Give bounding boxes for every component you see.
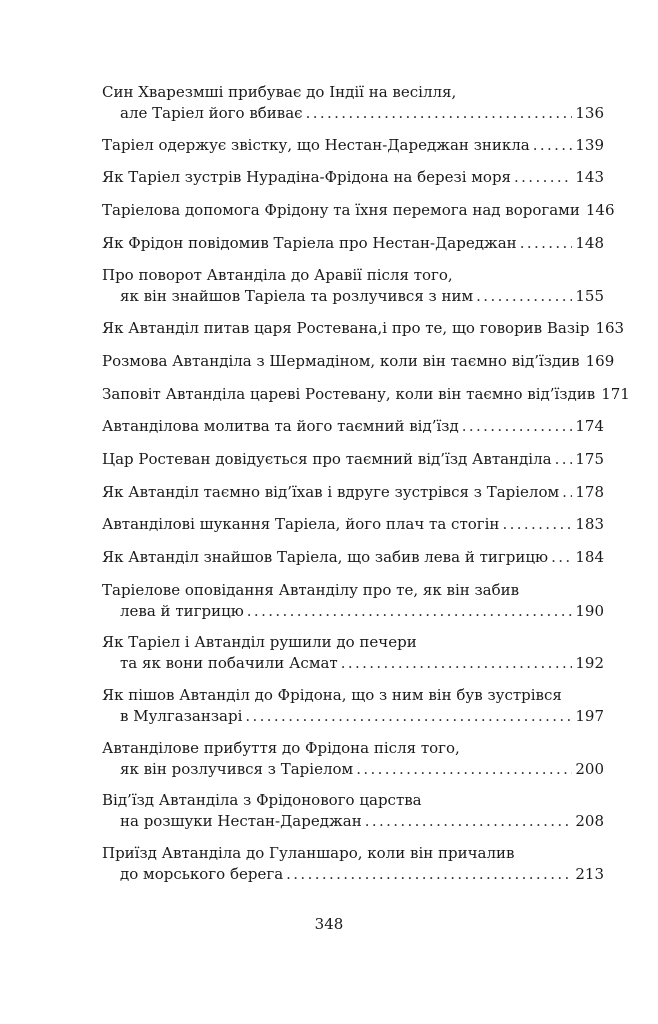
toc-entry [102,632,604,674]
dot-leader [286,864,572,885]
toc-entry-page: 155 [575,287,604,306]
toc-entry-page: 183 [575,515,604,534]
toc-entry [102,547,604,568]
toc-entry [102,449,604,470]
toc-entry-last-line [102,482,604,503]
toc-entry-page: 184 [575,547,604,566]
toc-entry-page: 163 [595,319,625,338]
dot-leader [341,653,573,674]
dot-leader [247,601,573,622]
toc-entry-page: 190 [575,601,604,620]
toc-entry-last-line [102,200,615,221]
toc-entry-title-line: лева й тигрицю [120,601,244,620]
toc-entry [102,351,615,372]
toc-entry-title-line: Як Таріел зустрів Нурадіна-Фрідона на березі моря [102,168,512,187]
page-number: 348 [314,915,344,933]
toc-entry-last-line [102,167,604,188]
toc-entry [102,135,604,156]
toc-entry-title-line: Таріелова допомога Фрідону та їхня перемога над ворогами [102,201,580,220]
toc-entry-page: 192 [575,654,604,673]
toc-entry [102,318,625,339]
toc-entry-title-line: Як Автанділ питав царя Ростевана,і про те, що говорив Вазір [102,319,590,338]
toc-entry-title-line: в Мулгазанзарі [120,707,243,725]
toc-entry-title-line: Син Хварезмші прибуває до Індії на весілля, [102,83,457,101]
toc-entry-title-line: Автанділове прибуття до Фрідона після того, [102,738,460,757]
dot-leader [356,759,572,780]
toc-entry-title-line: Від’їзд Автанділа з Фрідонового царства [102,791,422,810]
dot-leader [245,706,572,727]
toc-entry-page: 174 [575,417,604,436]
dot-leader [562,482,572,503]
toc-entry-page: 139 [575,135,604,154]
toc-entry [102,265,604,307]
toc-entry-page: 171 [601,384,630,403]
toc-entry [102,514,604,535]
toc-entry-page: 136 [575,104,604,122]
toc-entry-page: 208 [575,812,604,831]
toc-entry-last-line [102,811,604,832]
toc-entry-last-line [102,706,604,727]
toc-entry-page: 148 [575,233,604,252]
toc-entry-page: 175 [575,449,604,468]
toc-entry [102,416,604,437]
dot-leader [462,416,573,437]
toc-entry-title-line: на розшуки Нестан-Дареджан [120,812,362,831]
toc-entry-title-line: Як Таріел і Автанділ рушили до печери [102,633,417,652]
toc-entry-title-line: Автанділова молитва та його таємний від’їзд [102,417,459,436]
toc-entry [102,200,615,221]
dot-leader [555,449,573,470]
toc-entry-page: 200 [575,759,604,778]
dot-leader [502,514,572,535]
toc-entry-title-line: Як пішов Автанділ до Фрідона, що з ним він був зустрівся [102,686,562,704]
toc-entry-page: 178 [575,482,604,501]
toc-entry [102,790,604,832]
toc-entry-last-line [102,449,604,470]
toc-entry-last-line [102,351,615,372]
toc-entry [102,384,630,405]
toc-entry-page: 169 [585,351,615,370]
toc-entry-last-line [102,384,630,405]
toc-entry [102,167,604,188]
toc-entry-page: 146 [585,201,615,220]
toc-entry-title-line: Цар Ростеван довідується про таємний від’їзд Автанділа [102,449,552,468]
toc-entry-page: 213 [575,865,604,884]
toc-entry-last-line [102,514,604,535]
toc-entry-last-line [102,601,604,622]
toc-entry-last-line [102,318,625,339]
dot-leader [306,103,573,124]
toc-entry-title-line: Заповіт Автанділа цареві Ростевану, коли він таємно від’їздив [102,384,596,403]
dot-leader [551,547,572,568]
toc-entry-title-line: Як Автанділ таємно від’їхав і вдруге зустрівся з Таріелом [102,482,560,501]
toc-entry-last-line [102,233,604,254]
dot-leader [520,233,573,254]
toc-entry-last-line [102,864,604,885]
toc-entry-title-line: Про поворот Автанділа до Аравії після того, [102,266,453,285]
toc-entry [102,82,604,124]
dot-leader [476,286,572,307]
toc-entry-title-line: Як Автанділ знайшов Таріела, що забив лева й тигрицю [102,547,549,566]
dot-leader [514,167,572,188]
toc-entry [102,482,604,503]
toc-entry-title-line: Автанділові шукання Таріела, його плач та стогін [102,515,500,534]
toc-entry-title-line: Таріел одержує звістку, що Нестан-Дареджан зникла [102,135,530,154]
toc-entry-last-line [102,135,604,156]
toc-entry-last-line [102,759,604,780]
toc-entry-title-line: як він розлучився з Таріелом [120,759,354,778]
toc-entry-page: 143 [575,168,604,187]
toc-entry-title-line: та як вони побачили Асмат [120,654,338,673]
toc-entry-last-line [102,547,604,568]
toc-entry-title-line: Розмова Автанділа з Шермадіном, коли він таємно від’їздив [102,351,580,370]
toc-entry-last-line [102,103,604,124]
toc-entry [102,233,604,254]
toc-entry-last-line [102,416,604,437]
toc-entry [102,685,604,727]
toc-entry-last-line [102,286,604,307]
toc-entry-title-line: як він знайшов Таріела та розлучився з ним [120,287,474,306]
toc-entry-title-line: Таріелове оповідання Автанділу про те, як він забив [102,580,520,599]
toc-entry-last-line [102,653,604,674]
toc-entry-title-line: Приїзд Автанділа до Гуланшаро, коли він причалив [102,844,515,863]
dot-leader [365,811,573,832]
toc-entry-title-line: до морського берега [120,865,284,884]
toc-entry-page: 197 [575,707,604,725]
toc-entry [102,843,604,885]
table-of-contents [102,82,630,896]
toc-entry [102,738,604,780]
dot-leader [533,135,573,156]
toc-entry-title-line: Як Фрідон повідомив Таріела про Нестан-Дареджан [102,233,517,252]
toc-entry-title-line: але Таріел його вбиває [120,104,303,122]
toc-entry [102,580,604,622]
